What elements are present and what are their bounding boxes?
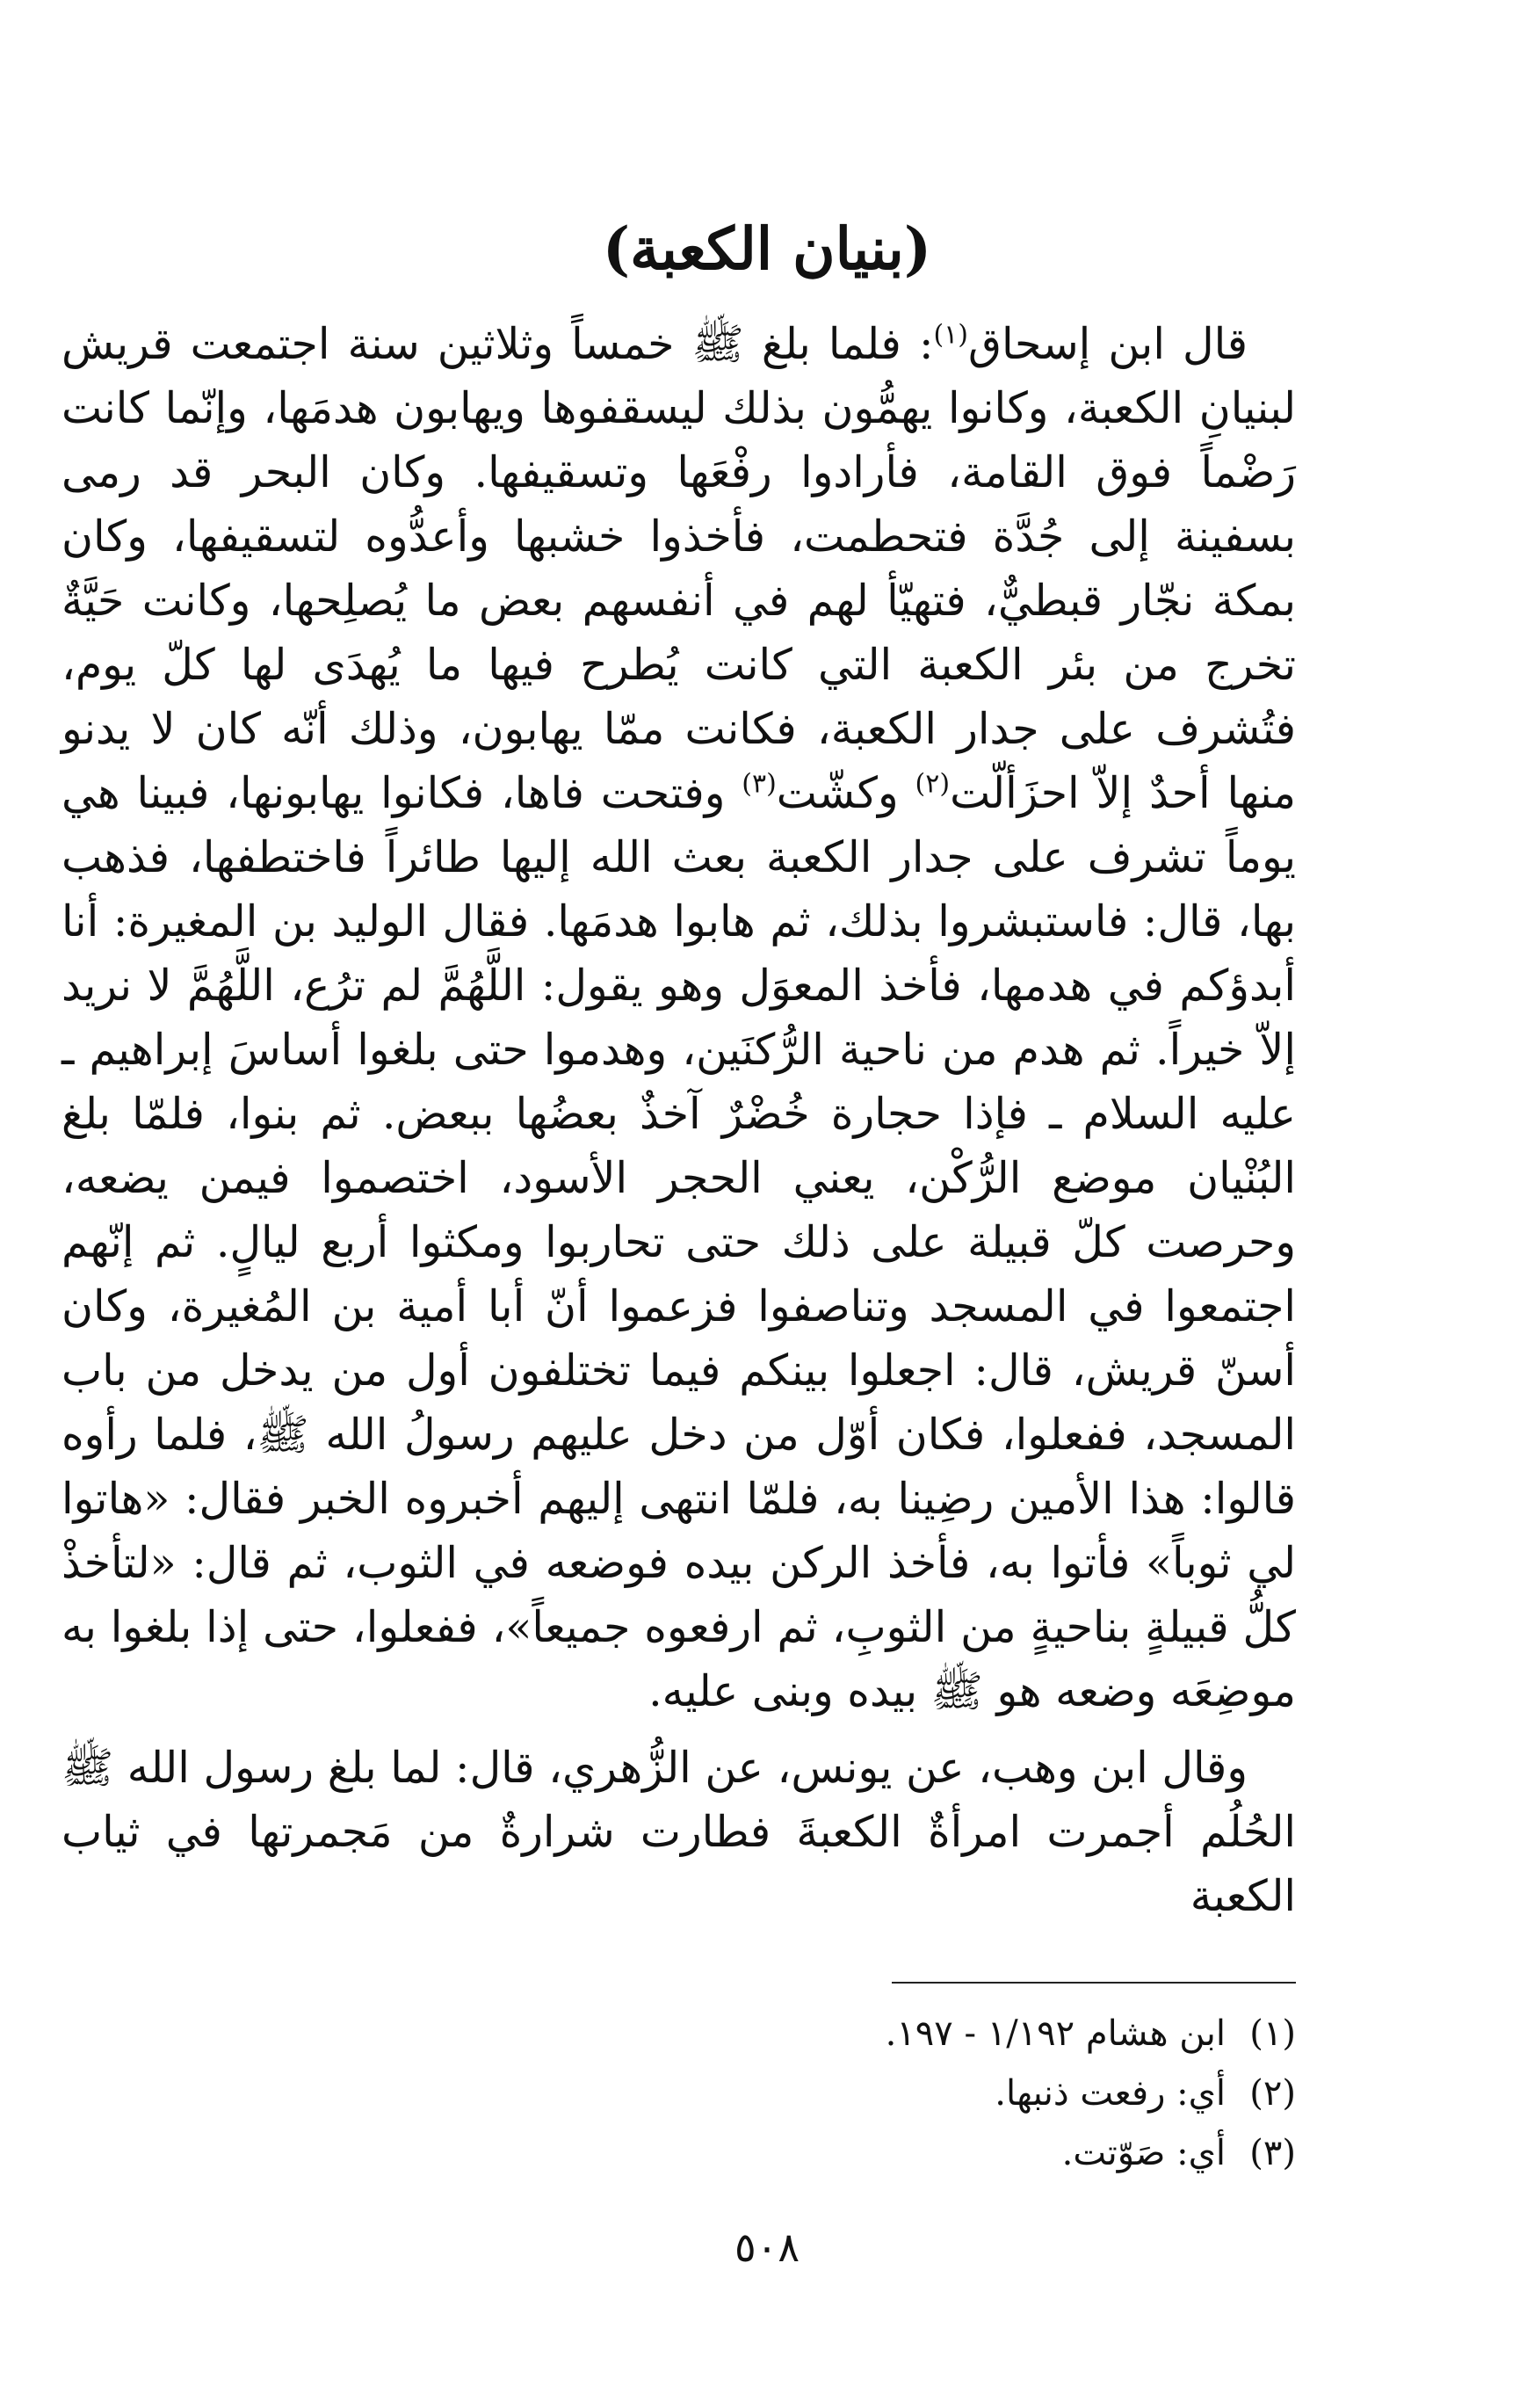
- paragraph-1: [62, 312, 1296, 1723]
- footnote-separator: [892, 1982, 1296, 1984]
- paragraph-1-part-2: : فلما بلغ ﷺ خمساً وثلاثين سنة اجتمعت قريش لبنيانِ الكعبة، وكانوا يهمُّون بذلك ليسقفوها ويهابون هدمَها، وإنّما كانت رَضْماً فوق القامة، فأرادوا رفْعَها وتسقيفها. وكان البحر قد رمى بسفينة إلى جُدَّة فتحطمت، فأخذوا خشبها وأعدُّوه لتسقيفها، وكان بمكة نجّار قبطيٌّ، فتهيّأ لهم في أنفسهم بعض ما يُصلِحها، وكانت حَيَّةٌ تخرج من بئر الكعبة التي كانت يُطرح فيها ما يُهدَى لها كلّ يوم، فتُشرف على جدار الكعبة، فكانت ممّا يهابون، وذلك أنّه كان لا يدنو منها أحدٌ إلاّ احزَألّت: [62, 319, 1297, 818]
- footnote-text: أي: رفعت ذنبها.: [995, 2073, 1226, 2114]
- footnote-text: ابن هشام ١/١٩٢ - ١٩٧.: [885, 2013, 1226, 2054]
- page-number: ٥٠٨: [734, 2223, 800, 2271]
- paragraph-2: وقال ابن وهب، عن يونس، عن الزُّهري، قال: لما بلغ رسول الله ﷺ الحُلُم أجمرت امرأةٌ الكعبةَ فطارت شرارةٌ من مَجمرتها في ثياب الكعبة: [62, 1743, 1296, 1921]
- section-title: (بنيان الكعبة): [602, 214, 932, 283]
- footnote-ref-1[interactable]: (١): [933, 319, 969, 351]
- paragraph-1-part-3: وكشّت: [776, 768, 915, 818]
- footnote-item: [264, 2123, 1296, 2183]
- footnote-number: (٢): [1249, 2073, 1296, 2114]
- body-text: [62, 312, 1296, 1928]
- footnote-text: أي: صَوّتت.: [1061, 2133, 1226, 2173]
- footnote-item: [264, 2063, 1296, 2123]
- footnote-ref-3[interactable]: (٣): [742, 768, 777, 800]
- footnote-number: (٣): [1249, 2133, 1296, 2173]
- footnote-ref-2[interactable]: (٢): [915, 768, 951, 800]
- footnotes: [264, 2004, 1296, 2183]
- footnote-number: (١): [1249, 2013, 1296, 2054]
- paragraph-1-part-4: وفتحت فاها، فكانوا يهابونها، فبينا هي يوماً تشرف على جدار الكعبة بعث الله إليها طائراً فاختطفها، فذهب بها، قال: فاستبشروا بذلك، ثم هابوا هدمَها. فقال الوليد بن المغيرة: أنا أبدؤكم في هدمها، فأخذ المعوَل وهو يقول: اللَّهُمَّ لم ترُع، اللَّهُمَّ لا نريد إلاّ خيراً. ثم هدم من ناحية الرُّكنَين، وهدموا حتى بلغوا أساسَ إبراهيم ـ عليه السلام ـ فإذا حجارة خُضْرٌ آخذٌ بعضُها ببعض. ثم بنوا، فلمّا بلغ البُنْيان موضع الرُّكْن، يعني الحجر الأسود، اختصموا فيمن يضعه، وحرصت كلّ قبيلة على ذلك حتى تحاربوا ومكثوا أربع ليالٍ. ثم إنّهم اجتمعوا في المسجد وتناصفوا فزعموا أنّ أبا أمية بن المُغيرة، وكان أسنّ قريش، قال: اجعلوا بينكم فيما تختلفون أول من يدخل من باب المسجد، ففعلوا، فكان أوّل من دخل عليهم رسولُ الله ﷺ، فلما رأوه قالوا: هذا الأمين رضِينا به، فلمّا انتهى إليهم أخبروه الخبر فقال: «هاتوا لي ثوباً» فأتوا به، فأخذ الركن بيده فوضعه في الثوب، ثم قال: «لتأخذْ كلُّ قبيلةٍ بناحيةٍ من الثوبِ، ثم ارفعوه جميعاً»، ففعلوا، حتى إذا بلغوا به موضِعَه وضعه هو ﷺ بيده وبنى عليه.: [62, 768, 1296, 1716]
- paragraph-1-part-1: قال ابن إسحاق: [968, 319, 1248, 369]
- footnote-item: [264, 2004, 1296, 2063]
